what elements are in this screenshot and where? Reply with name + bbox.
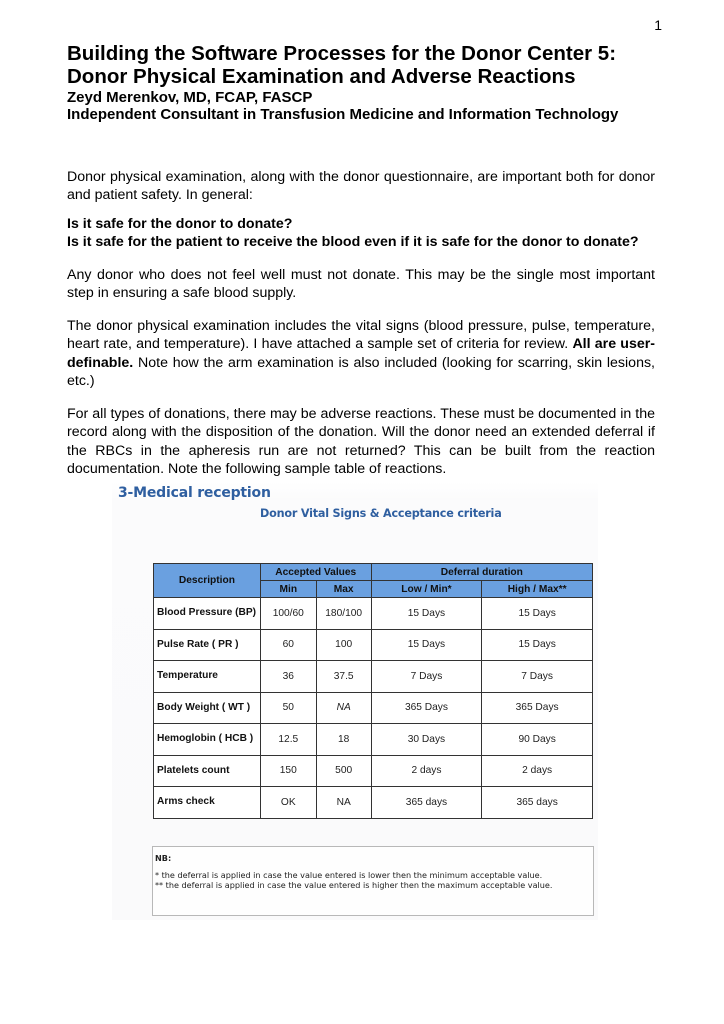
row-min: 100/60 <box>260 598 316 630</box>
note-high-deferral: ** the deferral is applied in case the value entered is higher then the maximum acceptable value. <box>155 880 553 890</box>
figure-subheading: Donor Vital Signs & Acceptance criteria <box>260 507 502 520</box>
title-line-2: Donor Physical Examination and Adverse Reactions <box>67 65 576 88</box>
intro-paragraph: Donor physical examination, along with the donor questionnaire, are important both for donor and patient safety. In general: <box>67 169 655 204</box>
table-row <box>154 598 593 630</box>
row-max: 37.5 <box>316 661 371 693</box>
row-low-deferral: 15 Days <box>371 629 482 661</box>
row-high-deferral: 7 Days <box>482 661 593 693</box>
user-definable-emphasis: All are user-definable. <box>67 336 655 371</box>
header-max: Max <box>316 581 371 598</box>
row-low-deferral: 365 days <box>371 787 482 819</box>
notes-label: NB: <box>155 853 172 863</box>
physical-exam-paragraph <box>67 317 655 391</box>
table-row <box>154 755 593 787</box>
row-high-deferral: 2 days <box>482 755 593 787</box>
row-max: NA <box>316 787 371 819</box>
document-title <box>67 42 667 88</box>
row-high-deferral: 90 Days <box>482 724 593 756</box>
row-high-deferral: 15 Days <box>482 598 593 630</box>
key-questions <box>67 215 687 252</box>
row-description: Blood Pressure (BP) <box>154 598 261 630</box>
table-row <box>154 692 593 724</box>
header-accepted-values: Accepted Values <box>260 564 371 581</box>
header-low-min: Low / Min* <box>371 581 482 598</box>
row-max: 18 <box>316 724 371 756</box>
table-row <box>154 724 593 756</box>
header-deferral-duration: Deferral duration <box>371 564 592 581</box>
row-min: 60 <box>260 629 316 661</box>
table-header-row <box>154 564 593 581</box>
title-line-1: Building the Software Processes for the Donor Center 5: <box>67 42 617 65</box>
author-line: Zeyd Merenkov, MD, FCAP, FASCP <box>67 89 313 106</box>
header-min: Min <box>260 581 316 598</box>
row-max: 180/100 <box>316 598 371 630</box>
physical-exam-text: The donor physical examination includes the vital signs (blood pressure, pulse, temperature, heart rate, and temperature). I have attached a sample set of criteria for review. <box>67 318 655 353</box>
row-min: 36 <box>260 661 316 693</box>
table-row <box>154 661 593 693</box>
row-description: Platelets count <box>154 755 261 787</box>
question-2: Is it safe for the patient to receive the blood even if it is safe for the donor to donate? <box>67 234 639 251</box>
figure-heading: 3-Medical reception <box>118 485 271 501</box>
row-low-deferral: 365 Days <box>371 692 482 724</box>
page-number: 1 <box>654 17 662 33</box>
row-description: Temperature <box>154 661 261 693</box>
adverse-reactions-paragraph: For all types of donations, there may be adverse reactions. These must be documented in the record along with the disposition of the donation. Will the donor need an extended deferral if the RBCs in the apheresis run are not returned? This can be built from the reaction documentation. Note the following sample table of reactions. <box>67 406 655 478</box>
row-high-deferral: 365 Days <box>482 692 593 724</box>
row-max: 100 <box>316 629 371 661</box>
row-description: Hemoglobin ( HCB ) <box>154 724 261 756</box>
physical-exam-text-cont: Note how the arm examination is also included (looking for scarring, skin lesions, etc.) <box>67 354 655 390</box>
question-1: Is it safe for the donor to donate? <box>67 216 293 232</box>
row-min: OK <box>260 787 316 819</box>
row-max: 500 <box>316 755 371 787</box>
vital-signs-figure <box>112 482 598 920</box>
row-description: Body Weight ( WT ) <box>154 692 261 724</box>
acceptance-criteria-table <box>153 563 593 819</box>
header-description: Description <box>154 564 261 598</box>
row-high-deferral: 365 days <box>482 787 593 819</box>
notes-box <box>152 846 594 916</box>
row-low-deferral: 2 days <box>371 755 482 787</box>
row-min: 150 <box>260 755 316 787</box>
table-row <box>154 629 593 661</box>
row-min: 50 <box>260 692 316 724</box>
safety-paragraph: Any donor who does not feel well must not donate. This may be the single most important step in ensuring a safe blood supply. <box>67 267 655 302</box>
table-row <box>154 787 593 819</box>
row-description: Arms check <box>154 787 261 819</box>
row-low-deferral: 7 Days <box>371 661 482 693</box>
row-low-deferral: 15 Days <box>371 598 482 630</box>
note-low-deferral: * the deferral is applied in case the value entered is lower then the minimum acceptable value. <box>155 870 543 880</box>
affiliation-line: Independent Consultant in Transfusion Medicine and Information Technology <box>67 106 619 123</box>
row-max: NA <box>316 692 371 724</box>
row-low-deferral: 30 Days <box>371 724 482 756</box>
header-high-max: High / Max** <box>482 581 593 598</box>
row-description: Pulse Rate ( PR ) <box>154 629 261 661</box>
row-high-deferral: 15 Days <box>482 629 593 661</box>
row-min: 12.5 <box>260 724 316 756</box>
